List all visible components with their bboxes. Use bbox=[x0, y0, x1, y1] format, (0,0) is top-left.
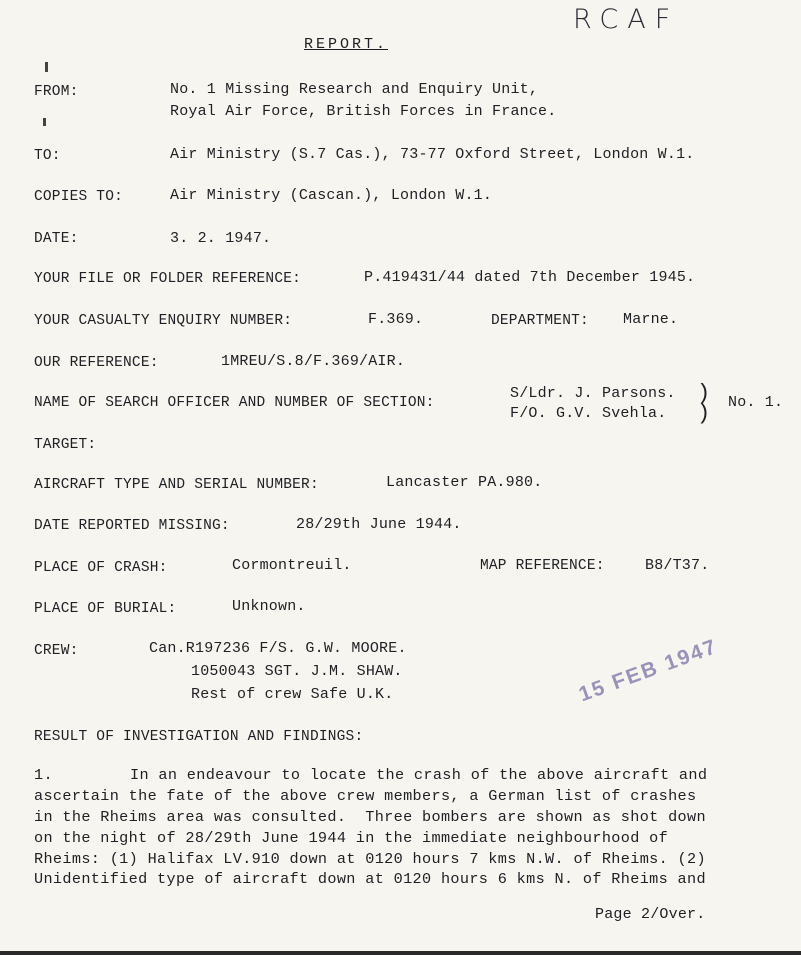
to-value: Air Ministry (S.7 Cas.), 73-77 Oxford Street, London W.1. bbox=[170, 146, 695, 163]
result-heading: RESULT OF INVESTIGATION AND FINDINGS: bbox=[34, 729, 364, 745]
place-of-burial-value: Unknown. bbox=[232, 598, 306, 615]
map-reference-value: B8/T37. bbox=[645, 557, 710, 574]
casualty-label: YOUR CASUALTY ENQUIRY NUMBER: bbox=[34, 313, 293, 329]
crew-line-3: Rest of crew Safe U.K. bbox=[191, 686, 394, 703]
punch-mark bbox=[43, 118, 46, 126]
paragraph-line: on the night of 28/29th June 1944 in the immediate neighbourhood of bbox=[34, 829, 669, 847]
from-line-1: No. 1 Missing Research and Enquiry Unit, bbox=[170, 81, 539, 98]
paragraph-line: Unidentified type of aircraft down at 0120 hours 6 kms N. of Rheims and bbox=[34, 870, 706, 888]
place-of-burial-label: PLACE OF BURIAL: bbox=[34, 601, 177, 617]
map-reference-label: MAP REFERENCE: bbox=[480, 558, 605, 574]
scan-edge bbox=[0, 951, 801, 955]
handwritten-note: RCAF bbox=[573, 4, 680, 35]
copies-to-value: Air Ministry (Cascan.), London W.1. bbox=[170, 187, 493, 204]
from-label: FROM: bbox=[34, 84, 79, 100]
paragraph-line: Rheims: (1) Halifax LV.910 down at 0120 hours 7 kms N.W. of Rheims. (2) bbox=[34, 850, 706, 868]
punch-mark bbox=[45, 62, 48, 72]
aircraft-value: Lancaster PA.980. bbox=[386, 474, 543, 491]
copies-to-label: COPIES TO: bbox=[34, 189, 124, 205]
our-reference-value: 1MREU/S.8/F.369/AIR. bbox=[221, 353, 406, 370]
date-missing-label: DATE REPORTED MISSING: bbox=[34, 518, 230, 534]
casualty-value: F.369. bbox=[368, 311, 424, 328]
our-reference-label: OUR REFERENCE: bbox=[34, 355, 159, 371]
crew-label: CREW: bbox=[34, 643, 79, 659]
paragraph-line: ascertain the fate of the above crew members, a German list of crashes bbox=[34, 787, 697, 805]
report-title: REPORT. bbox=[304, 36, 389, 53]
crew-line-2: 1050043 SGT. J.M. SHAW. bbox=[191, 663, 403, 680]
your-file-label: YOUR FILE OR FOLDER REFERENCE: bbox=[34, 271, 302, 287]
date-value: 3. 2. 1947. bbox=[170, 230, 272, 247]
place-of-crash-label: PLACE OF CRASH: bbox=[34, 560, 168, 576]
paragraph-line: in the Rheims area was consulted. Three bombers are shown as shot down bbox=[34, 808, 706, 826]
target-label: TARGET: bbox=[34, 437, 97, 453]
paragraph-number: 1. bbox=[34, 766, 53, 784]
department-value: Marne. bbox=[623, 311, 679, 328]
section-number: No. 1. bbox=[728, 394, 784, 411]
date-missing-value: 28/29th June 1944. bbox=[296, 516, 462, 533]
officer-bracket: ) bbox=[697, 381, 711, 406]
from-line-2: Royal Air Force, British Forces in France. bbox=[170, 103, 557, 120]
crew-line-1: Can.R197236 F/S. G.W. MOORE. bbox=[149, 640, 407, 657]
page-footer: Page 2/Over. bbox=[595, 906, 706, 923]
paragraph-line: In an endeavour to locate the crash of the above aircraft and bbox=[130, 766, 708, 784]
department-label: DEPARTMENT: bbox=[491, 313, 589, 329]
aircraft-label: AIRCRAFT TYPE AND SERIAL NUMBER: bbox=[34, 477, 319, 493]
your-file-value: P.419431/44 dated 7th December 1945. bbox=[364, 269, 696, 286]
search-officer-label: NAME OF SEARCH OFFICER AND NUMBER OF SECTION: bbox=[34, 395, 435, 411]
officer-bracket: ) bbox=[697, 401, 711, 426]
to-label: TO: bbox=[34, 148, 61, 164]
date-label: DATE: bbox=[34, 231, 79, 247]
search-officer-2: F/O. G.V. Svehla. bbox=[510, 405, 667, 422]
search-officer-1: S/Ldr. J. Parsons. bbox=[510, 385, 676, 402]
place-of-crash-value: Cormontreuil. bbox=[232, 557, 352, 574]
received-date-stamp: 15 FEB 1947 bbox=[575, 634, 721, 707]
